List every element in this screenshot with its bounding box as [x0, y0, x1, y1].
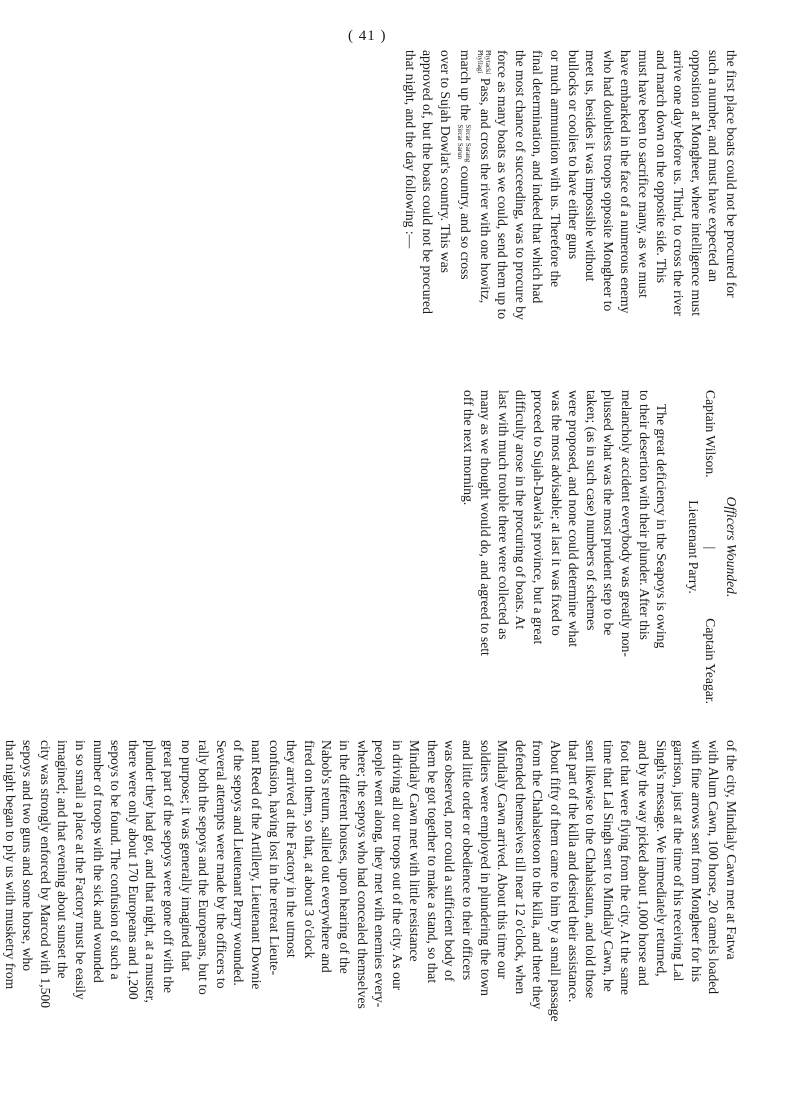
text-line: who had doubtless troops opposite Mongheer to: [600, 50, 616, 312]
text-line: last with much trouble there were collected as: [495, 390, 511, 640]
column-right: [2, 740, 740, 1054]
text-line: or much ammunition with us. Therefore the: [548, 50, 564, 288]
text-line: was observed, nor could a sufficient body of: [442, 740, 458, 982]
text-line: [0, 740, 1, 1054]
text-line: where; the sepoys who had concealed themselves: [354, 740, 370, 1009]
text-line: the first place boats could not be procured for: [724, 50, 739, 298]
text-line-with-sidenote: [476, 50, 494, 364]
text-line: imagined; and that evening about sunset the: [55, 740, 71, 979]
text-line: foot that were flying from the city. At the same: [618, 740, 634, 996]
officer-name: Lieutenant Parry.: [685, 500, 701, 594]
officers-heading: Officers Wounded.: [724, 496, 739, 598]
text-line: difficulty arose in the procuring of boats. At: [513, 390, 529, 630]
text-line: soldiers were employed in plundering the town: [477, 740, 493, 996]
text-line: off the next morning.: [460, 390, 476, 506]
text-line: have embarked in the face of a numerous enemy: [618, 50, 634, 314]
text-line: Nabob's return, sallied out everywhere and: [319, 740, 335, 973]
sidenote-stack: [456, 124, 472, 162]
text-line-with-sidenote: [456, 50, 474, 364]
text-line: must have been to sacrifice many, as we must: [636, 50, 652, 298]
text-line: and little order or obedience to their officers: [460, 740, 476, 981]
text-line: of the city, Mindialy Cawn met at Fatwa: [724, 740, 739, 960]
column-middle: [50, 390, 740, 704]
text-line: arrive one day before us. Third, to cross the river: [671, 50, 687, 316]
text-line: in driving all our troops out of the city. As our: [389, 740, 405, 991]
text-line: plunder they had got, and that night, at a muster,: [143, 740, 159, 1003]
text-line: many as we thought would do, and agreed to sett: [478, 390, 494, 656]
text-line: About fifty of them came to him by a small passage: [548, 740, 564, 1022]
rotated-page-content: [2, 50, 740, 1070]
text-line: such a number, and must have expected an: [706, 50, 722, 282]
text-line: and march down on the opposite side. This: [653, 50, 669, 284]
text-line: from the Chahalsetoon to the killa, and there they: [530, 740, 546, 1010]
officer-name: Captain Wilson.: [703, 390, 719, 478]
sidenote: Phytacki: [483, 50, 492, 75]
text-line: taken; (as in such case) numbers of schemes: [583, 390, 599, 631]
text-line: there were only about 170 Europeans and 1,200: [125, 740, 141, 1000]
text-line: defended themselves till near 12 o'clock, when: [512, 740, 528, 995]
text-line: time that Lal Singh sent to Mindialy Cawn, he: [600, 740, 616, 992]
text-line: with Alum Cawn, 100 horse, 20 camels loaded: [706, 740, 722, 995]
text-line: number of troops with the sick and wounded: [90, 740, 106, 983]
text-line: in so small a place at the Factory must be easily: [73, 740, 89, 1000]
text-line: rally both the sepoys and the Europeans, but to: [196, 740, 212, 995]
text-line: them be got together to make a stand, so that: [424, 740, 440, 984]
text-line: sepoys to be found. The confusion of such a: [108, 740, 124, 980]
text-line: approved of, but the boats could not be procured: [420, 50, 436, 314]
text-line: of the sepoys and Lieutenant Parry wounded.: [231, 740, 247, 986]
text-line: no purpose; it was generally imagined that: [178, 740, 194, 972]
text-line: nant Reed of the Artillery, Lieutenant Downie: [248, 740, 264, 990]
sidenote: Phyllagi: [475, 50, 484, 74]
text-line: fired on them, so that, at about 3 o'clock: [301, 740, 317, 959]
text-line: were proposed, and none could determine what: [566, 390, 582, 648]
sidenote: Sircar Sarang: [463, 124, 472, 163]
text-line: that night, and the day following :—: [402, 50, 418, 249]
text-line: over to Sujah Dowlat's country. This was: [437, 50, 453, 273]
text-line: city was strongly enforced by Marcod with 1,500: [37, 740, 53, 1009]
text-line: they arrived at the Factory in the utmost: [284, 740, 300, 958]
text-line: people went along, they met with enemies every-: [372, 740, 388, 1008]
text-line: confusion, having lost in the retreat Lieute-: [266, 740, 282, 976]
text-line: melancholy accident everybody was greatly non-: [619, 390, 635, 657]
text-line: opposition at Mongheer, where intelligence must: [688, 50, 704, 316]
text-line: proceed to Sujah-Dawla's province, but a great: [531, 390, 547, 645]
text-line: was the most advisable; at last it was fixed to: [548, 390, 564, 636]
text-line: to their desertion with their plunder. After this: [636, 390, 652, 640]
text-line: Several attempts were made by the officers to: [213, 740, 229, 989]
text-line: Mindialy Cawn met with little resistance: [407, 740, 423, 962]
separator: |: [703, 546, 719, 550]
column-left: [50, 50, 740, 364]
text-line: final determination, and indeed that which had: [530, 50, 546, 304]
text-line: Mindialy Cawn arrived. About this time our: [495, 740, 511, 979]
text-line: sepoys and two guns and some horse, who: [20, 740, 36, 972]
text-segment: country, and so cross: [457, 165, 473, 280]
text-line: with fine arrows sent from Mongheer for his: [688, 740, 704, 982]
officers-row: [702, 390, 720, 704]
text-line: Singh's message. We immediately returned,: [653, 740, 669, 977]
text-line: great part of the sepoys were gone off with the: [161, 740, 176, 994]
text-line: that part of the killa and desired their assistance.: [565, 740, 581, 1003]
page-number: ( 41 ): [348, 28, 387, 44]
text-segment: Pass, and cross the river with one howitz,: [477, 77, 493, 304]
text-line: bullocks or coolies to have either guns: [565, 50, 581, 260]
sidenote: Sircar Sarun: [455, 124, 464, 160]
text-line: garrison, just at the time of his receiving Lal: [671, 740, 687, 982]
text-line: the most chance of succeeding, was to procure by: [512, 50, 528, 320]
text-line: sent likewise to the Chahalsatun, and told those: [583, 740, 599, 999]
text-line: plussed what was the most prudent step to be: [601, 390, 617, 636]
text-line: The great deficiency in the Seapoys is owing: [654, 404, 670, 649]
text-line: meet us, besides it was impossible without: [583, 50, 599, 282]
text-line: force as many boats as we could, send them up to: [495, 50, 511, 320]
text-line: and by the way picked about 1,000 horse and: [636, 740, 652, 986]
officer-name: Captain Yeagar.: [703, 618, 719, 704]
text-line: in the different houses, upon hearing of the: [336, 740, 352, 974]
text-segment: march up the: [457, 50, 473, 121]
text-line: that night began to ply us with musketry from: [2, 740, 18, 990]
sidenote-stack: [476, 50, 492, 75]
